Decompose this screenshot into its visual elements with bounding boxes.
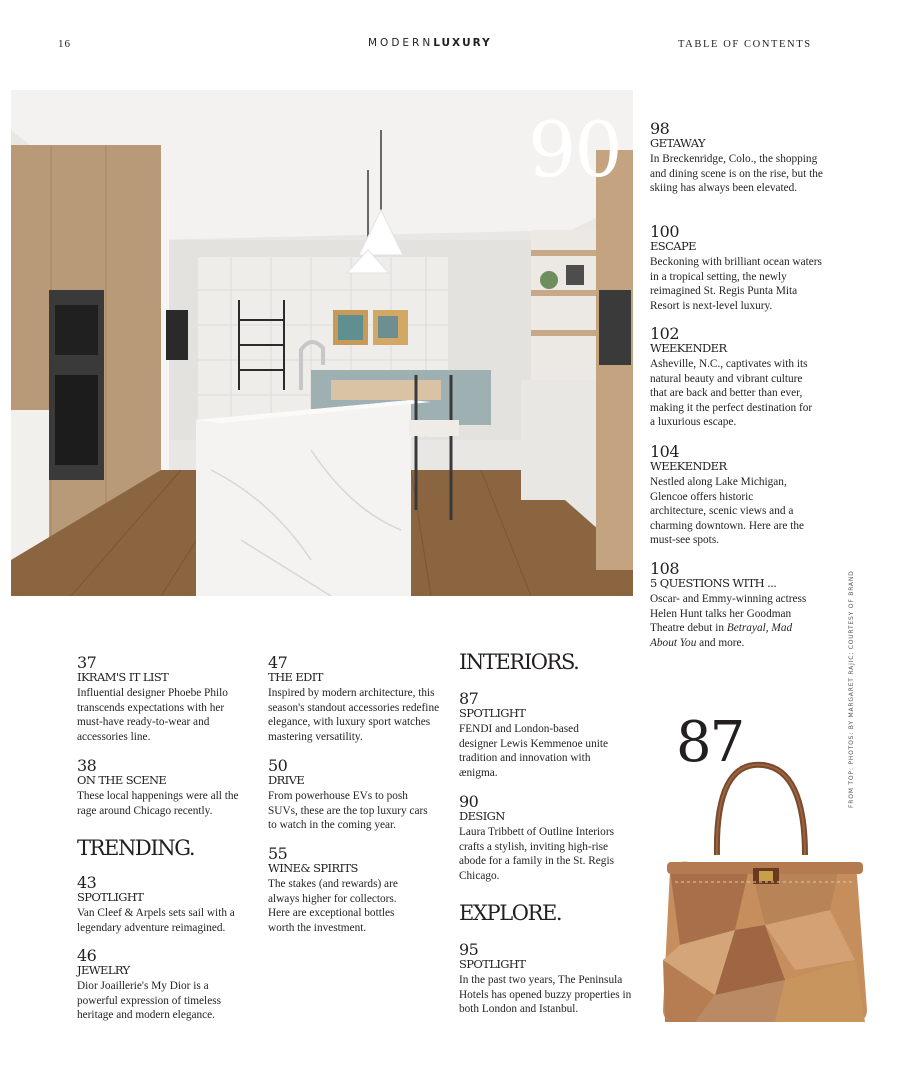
entry-number: 43: [77, 873, 97, 892]
entry-kicker: WEEKENDER: [650, 341, 727, 355]
toc-entry[interactable]: [268, 654, 446, 744]
entry-number: 46: [77, 946, 97, 965]
entry-number: 87: [459, 689, 479, 708]
entry-kicker: SPOTLIGHT: [77, 890, 144, 904]
entry-description: From powerhouse EVs to posh SUVs, these are the top luxury cars to watch in the coming year.: [268, 790, 428, 831]
entry-description: Influential designer Phoebe Philo transcends expectations with her must-have ready-to-wear and accessories line.: [77, 687, 228, 743]
entry-number: 102: [650, 324, 680, 343]
desc-text-end: and more.: [696, 636, 745, 649]
handbag-photo: [655, 760, 875, 1030]
toc-entry[interactable]: [77, 874, 242, 935]
section-headline-explore: EXPLORE.: [459, 901, 562, 925]
section-headline-interiors: INTERIORS.: [459, 650, 579, 674]
entry-description: Van Cleef & Arpels sets sail with a legendary adventure reimagined.: [77, 907, 235, 934]
entry-description: The stakes (and rewards) are always higher for collectors. Here are exceptional bottles worth the investment.: [268, 878, 398, 934]
toc-entry[interactable]: [650, 223, 826, 313]
bag-feature-number: 87: [676, 710, 744, 775]
section-headline-trending: TRENDING.: [77, 836, 195, 860]
entry-kicker: DESIGN: [459, 809, 505, 823]
entry-number: 108: [650, 559, 680, 578]
entry-description: In the past two years, The Peninsula Hotels has opened buzzy properties in both London and Istanbul.: [459, 974, 632, 1015]
entry-number: 95: [459, 940, 479, 959]
entry-kicker: THE EDIT: [268, 670, 323, 684]
entry-description: [650, 592, 820, 650]
entry-number: 55: [268, 844, 288, 863]
page-number: 16: [58, 38, 71, 50]
toc-entry[interactable]: [268, 757, 436, 833]
entry-kicker: WINE& SPIRITS: [268, 861, 358, 875]
entry-number: 98: [650, 119, 670, 138]
entry-description: Inspired by modern architecture, this season's standout accessories redefine elegance, with luxury sport watches mastering versatility.: [268, 687, 440, 743]
entry-kicker: ON THE SCENE: [77, 773, 167, 787]
entry-kicker: 5 QUESTIONS WITH ...: [650, 576, 777, 590]
toc-entry[interactable]: [459, 690, 617, 780]
entry-description: Beckoning with brilliant ocean waters in a tropical setting, the newly reimagined St. Regis Punta Mita Resort is next-level luxury.: [650, 256, 822, 312]
entry-kicker: GETAWAY: [650, 136, 705, 150]
entry-description: Nestled along Lake Michigan, Glencoe offers historic architecture, scenic views and a charming downtown. Here are the must-see spots.: [650, 476, 805, 546]
masthead-logo: [368, 37, 492, 49]
entry-kicker: IKRAM'S IT LIST: [77, 670, 169, 684]
entry-number: 90: [459, 792, 479, 811]
toc-entry[interactable]: [650, 120, 826, 196]
toc-entry[interactable]: [650, 560, 820, 650]
entry-number: 37: [77, 653, 97, 672]
entry-kicker: SPOTLIGHT: [459, 957, 526, 971]
toc-entry[interactable]: [77, 654, 242, 744]
entry-kicker: JEWELRY: [77, 963, 130, 977]
hero-feature-number: 90: [528, 105, 621, 194]
section-title: TABLE OF CONTENTS: [678, 39, 812, 50]
entry-kicker: ESCAPE: [650, 239, 696, 253]
toc-entry[interactable]: [459, 941, 637, 1017]
desc-text: Oscar- and Emmy-winning actress Helen Hunt talks her Goodman Theatre debut in: [650, 593, 807, 634]
desc-italic-titles: Betrayal, Mad About You: [650, 622, 793, 649]
toc-entry[interactable]: [268, 845, 418, 935]
toc-entry[interactable]: [77, 757, 257, 818]
toc-entry[interactable]: [77, 947, 227, 1023]
masthead-luxury: LUXURY: [433, 37, 492, 49]
entry-kicker: DRIVE: [268, 773, 305, 787]
toc-entry[interactable]: [650, 443, 810, 548]
entry-description: Asheville, N.C., captivates with its natural beauty and vibrant culture that are back and better than ever, making it the perfect destination for a luxurious escape.: [650, 358, 813, 428]
masthead-modern: MODERN: [368, 37, 434, 49]
entry-number: 100: [650, 222, 680, 241]
entry-number: 104: [650, 442, 680, 461]
entry-number: 38: [77, 756, 97, 775]
entry-kicker: WEEKENDER: [650, 459, 727, 473]
toc-entry[interactable]: [650, 325, 820, 430]
entry-description: In Breckenridge, Colo., the shopping and dining scene is on the rise, but the skiing has always been elevated.: [650, 153, 823, 194]
photo-credit-text: FROM TOP: PHOTOS: BY MARGARET RAJIC; COURTESY OF BRAND: [848, 570, 855, 808]
entry-number: 50: [268, 756, 288, 775]
entry-description: Dior Joaillerie's My Dior is a powerful expression of timeless heritage and modern elegance.: [77, 980, 222, 1021]
entry-kicker: SPOTLIGHT: [459, 706, 526, 720]
entry-number: 47: [268, 653, 288, 672]
toc-entry[interactable]: [459, 793, 624, 883]
entry-description: FENDI and London-based designer Lewis Kemmenoe unite tradition and innovation with ænigma.: [459, 723, 609, 779]
entry-description: Laura Tribbett of Outline Interiors crafts a stylish, inviting high-rise abode for a family in the St. Regis Chicago.: [459, 826, 614, 882]
entry-description: These local happenings were all the rage around Chicago recently.: [77, 790, 239, 817]
